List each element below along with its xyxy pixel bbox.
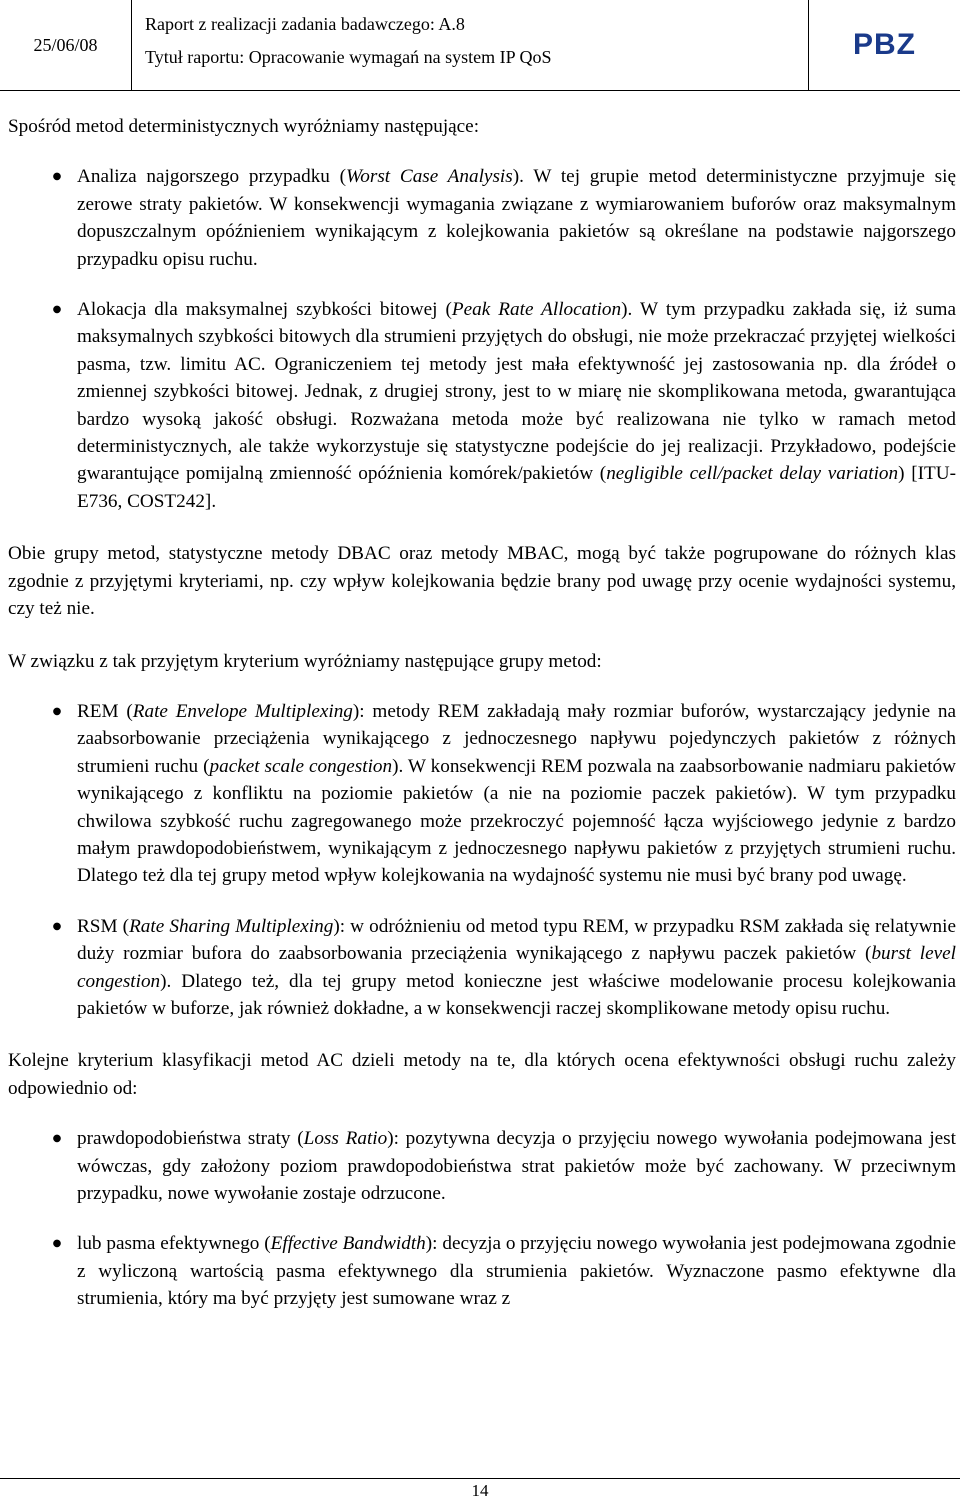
multiplexing-methods-list [8,698,956,1022]
deterministic-methods-list [8,163,956,515]
paragraph-method-groups: Obie grupy metod, statystyczne metody DBAC oraz metody MBAC, mogą być także pogrupowane do różnych klas zgodnie z przyjętymi kryteriami, np. czy wpływ kolejkowania będzie brany pod uwagę przy ocenie wydajności systemu, czy też nie. [8,543,956,620]
page-number: 14 [471,1481,489,1500]
efficiency-criteria-list [8,1125,956,1312]
paragraph-criterion: W związku z tak przyjętym kryterium wyróżniamy następujące grupy metod: [8,650,602,672]
header-titles [145,8,805,74]
intro-paragraph: Spośród metod deterministycznych wyróżniamy następujące: [8,116,480,137]
list-item: ● REM (Rate Envelope Multiplexing): metody REM zakładają mały rozmiar buforów, wystarczający jedynie na zaabsorbowanie przeciążenia wynikającego z jednoczesnego napływu pojedynczych pakietów z różnych strumieni ruchu (packet scale congestion). W konsekwencji REM pozwala na zaabsorbowanie nadmiaru pakietów wynikającego z konfliktu na poziomie pakietów (a nie na poziomie paczek pakietów). W tym przypadku chwilowa szybkość ruchu zagregowanego może przekroczyć pojemność łącza wyjściowego jedynie z bardzo małym prawdopodobieństwem, wynikającym z jednoczesnego napływu pakietów z przyjętych strumieni ruchu. Dlatego też dla tej grupy metod wpływ kolejkowania na wydajność systemu nie musi być brany pod uwagę. [8,698,956,890]
page-header [0,0,960,90]
list-item: ● Alokacja dla maksymalnej szybkości bitowej (Peak Rate Allocation). W tym przypadku zakłada się, iż suma maksymalnych szybkości bitowych dla strumieni przyjętych do obsługi, nie może przekraczać przyjętej wielkości pasma, tzw. limitu AC. Ograniczeniem tej metody jest mała efektywność jej zastosowania np. dla źródeł o zmiennej szybkości bitowej. Jednak, z drugiej strony, jest to w miarę nie skomplikowana metoda, gwarantująca bardzo wysoką jakość obsługi. Rozważana metoda może być realizowana nie tylko w ramach metod deterministycznych, ale także wykorzystuje się statystyczne podejście do jej realizacji. Przykładowo, podejście gwarantujące pomijalną zmienność opóźnienia komórek/pakietów (negligible cell/packet delay variation) [ITU-E736, COST242]. [8,296,956,515]
header-report-line: Raport z realizacji zadania badawczego: A.8 [145,14,465,34]
bullet-icon: ● [52,1133,62,1145]
header-date: 25/06/08 [0,0,132,90]
list-item: ● RSM (Rate Sharing Multiplexing): w odróżnieniu od metod typu REM, w przypadku RSM zakłada się relatywnie duży rozmiar bufora do zaabsorbowania przeciążenia wynikającego z napływu paczek pakietów (burst level congestion). Dlatego też, dla tej grupy metod konieczne jest właściwe modelowanie procesu kolejkowania pakietów w buforze, jak również dokładne, a w konsekwencji raczej skomplikowane metody opisu ruchu. [8,913,956,1023]
pbz-logo: PBZ [808,0,960,90]
document-body [8,113,956,1313]
footer-divider [0,1478,960,1479]
bullet-icon: ● [52,171,62,183]
bullet-icon: ● [52,1238,62,1250]
bullet-icon: ● [52,920,62,932]
list-item: ● prawdopodobieństwa straty (Loss Ratio): pozytywna decyzja o przyjęciu nowego wywołania podejmowana jest wówczas, gdy założony poziom prawdopodobieństwa strat pakietów może być zachowany. W przeciwnym przypadku, nowe wywołanie zostaje odrzucone. [8,1125,956,1207]
bullet-icon: ● [52,304,62,316]
list-item: ● lub pasma efektywnego (Effective Bandwidth): decyzja o przyjęciu nowego wywołania jest podejmowana zgodnie z wyliczoną wartością pasma efektywnego dla strumienia pakietów. Wyznaczone pasmo efektywne dla strumienia, który ma być przyjęty jest sumowane wraz z [8,1230,956,1312]
header-divider [0,90,960,91]
bullet-icon: ● [52,705,62,717]
header-title-line: Tytuł raportu: Opracowanie wymagań na system IP QoS [145,47,552,67]
paragraph-next-criterion: Kolejne kryterium klasyfikacji metod AC dzieli metody na te, dla których ocena efektywności obsługi ruchu zależy odpowiednio od: [8,1050,956,1099]
list-item: ● Analiza najgorszego przypadku (Worst Case Analysis). W tej grupie metod deterministyczne przyjmuje się zerowe straty pakietów. W konsekwencji wymagania związane z wymiarowaniem buforów oraz maksymalnym dopuszczalnym opóźnieniem wynikającym z kolejkowania pakietów są określane na podstawie najgorszego przypadku opisu ruchu. [8,163,956,273]
